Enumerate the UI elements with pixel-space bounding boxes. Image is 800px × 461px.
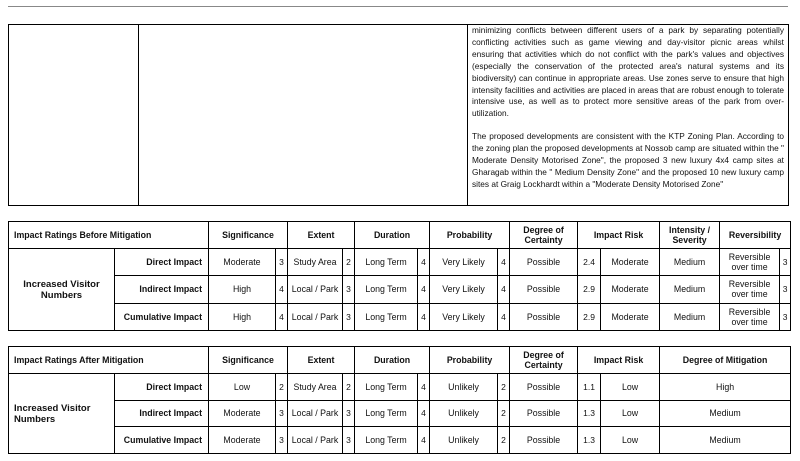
- after-dur-score: 4: [418, 374, 430, 401]
- after-header-duration: Duration: [355, 347, 430, 374]
- after-row-head: Increased Visitor Numbers: [9, 374, 115, 454]
- after-dur: Long Term: [355, 400, 418, 427]
- empty-cell-1: [9, 25, 139, 206]
- after-risk-score: 1.3: [578, 427, 601, 454]
- before-rev: Reversible over time: [720, 249, 780, 276]
- after-ext: Local / Park: [288, 400, 343, 427]
- after-header-mitigation: Degree of Mitigation: [660, 347, 791, 374]
- before-dur: Long Term: [355, 276, 418, 303]
- before-impact-label: Direct Impact: [115, 249, 209, 276]
- after-impact-label: Cumulative Impact: [115, 427, 209, 454]
- zoning-paragraph-2: The proposed developments are consistent with the KTP Zoning Plan. According to the zoning plan the proposed developments at Nossob camp are situated within the " Moderate Density Motorised Zone", the proposed 3 new luxury 4x4 camp sites at Gharagab within the " Medium Density Zone" and the proposed 10 new luxury camp sites at Graig Lockhardt within a "Moderate Density Motorised Zone": [472, 131, 784, 189]
- before-impact-label: Cumulative Impact: [115, 303, 209, 330]
- after-ext: Local / Park: [288, 427, 343, 454]
- after-prob-score: 2: [498, 400, 510, 427]
- before-prob: Very Likely: [430, 249, 498, 276]
- before-sig: High: [209, 276, 276, 303]
- before-rev: Reversible over time: [720, 276, 780, 303]
- before-header-significance: Significance: [209, 222, 288, 249]
- before-risk-score: 2.9: [578, 276, 601, 303]
- after-header-risk: Impact Risk: [578, 347, 660, 374]
- after-header-certainty: Degree of Certainty: [510, 347, 578, 374]
- before-sig-score: 4: [276, 276, 288, 303]
- after-sig-score: 3: [276, 400, 288, 427]
- before-header-extent: Extent: [288, 222, 355, 249]
- after-ext-score: 3: [343, 427, 355, 454]
- after-ext-score: 2: [343, 374, 355, 401]
- after-ext: Study Area: [288, 374, 343, 401]
- before-prob: Very Likely: [430, 303, 498, 330]
- after-sig: Moderate: [209, 400, 276, 427]
- before-intensity: Medium: [660, 276, 720, 303]
- before-sig: Moderate: [209, 249, 276, 276]
- after-title: Impact Ratings After Mitigation: [9, 347, 209, 374]
- before-prob-score: 4: [498, 249, 510, 276]
- zoning-text-cell: [468, 25, 789, 206]
- before-impact-label: Indirect Impact: [115, 276, 209, 303]
- after-ext-score: 3: [343, 400, 355, 427]
- after-cert: Possible: [510, 400, 578, 427]
- after-dur-score: 4: [418, 400, 430, 427]
- before-dur-score: 4: [418, 303, 430, 330]
- before-risk-score: 2.9: [578, 303, 601, 330]
- after-header-significance: Significance: [209, 347, 288, 374]
- before-header-certainty: Degree of Certainty: [510, 222, 578, 249]
- after-risk-score: 1.1: [578, 374, 601, 401]
- top-rule: [8, 6, 788, 7]
- before-prob-score: 4: [498, 303, 510, 330]
- after-risk: Low: [601, 400, 660, 427]
- before-header-duration: Duration: [355, 222, 430, 249]
- before-rev-score: 3: [780, 276, 791, 303]
- before-header-risk: Impact Risk: [578, 222, 660, 249]
- before-risk: Moderate: [601, 249, 660, 276]
- ratings-before-table: [8, 221, 791, 331]
- after-header-probability: Probability: [430, 347, 510, 374]
- ratings-after-table: [8, 346, 791, 454]
- before-intensity: Medium: [660, 303, 720, 330]
- after-prob: Unlikely: [430, 374, 498, 401]
- after-sig-score: 3: [276, 427, 288, 454]
- after-cert: Possible: [510, 374, 578, 401]
- after-dur-score: 4: [418, 427, 430, 454]
- after-header-extent: Extent: [288, 347, 355, 374]
- after-impact-label: Indirect Impact: [115, 400, 209, 427]
- after-risk-score: 1.3: [578, 400, 601, 427]
- before-prob-score: 4: [498, 276, 510, 303]
- after-impact-label: Direct Impact: [115, 374, 209, 401]
- after-prob: Unlikely: [430, 400, 498, 427]
- after-prob: Unlikely: [430, 427, 498, 454]
- before-rev: Reversible over time: [720, 303, 780, 330]
- after-prob-score: 2: [498, 374, 510, 401]
- before-dur: Long Term: [355, 303, 418, 330]
- before-risk: Moderate: [601, 276, 660, 303]
- zoning-paragraph-1: minimizing conflicts between different users of a park by separating potentially conflicting activities such as game viewing and day-visitor picnic areas whilst ensuring that activities which do not conflict with the park's values and objectives (especially the conservation of the protected area's natural systems and its biodiversity) can continue in appropriate areas. Use zones serve to ensure that high intensity facilities and activities are placed in areas that are robust enough to tolerate intensive use, as well as to protect more sensitive areas of the park from over-utilization.: [472, 25, 784, 119]
- before-header-intensity: Intensity / Severity: [660, 222, 720, 249]
- after-mitigation: Medium: [660, 400, 791, 427]
- after-sig-score: 2: [276, 374, 288, 401]
- before-header-probability: Probability: [430, 222, 510, 249]
- before-ext: Study Area: [288, 249, 343, 276]
- before-dur-score: 4: [418, 276, 430, 303]
- before-cert: Possible: [510, 276, 578, 303]
- before-cert: Possible: [510, 303, 578, 330]
- after-prob-score: 2: [498, 427, 510, 454]
- before-row-head: Increased Visitor Numbers: [9, 249, 115, 331]
- before-title: Impact Ratings Before Mitigation: [9, 222, 209, 249]
- after-dur: Long Term: [355, 427, 418, 454]
- before-dur: Long Term: [355, 249, 418, 276]
- before-risk-score: 2.4: [578, 249, 601, 276]
- after-mitigation: Medium: [660, 427, 791, 454]
- after-risk: Low: [601, 374, 660, 401]
- before-dur-score: 4: [418, 249, 430, 276]
- after-mitigation: High: [660, 374, 791, 401]
- after-sig: Moderate: [209, 427, 276, 454]
- before-risk: Moderate: [601, 303, 660, 330]
- after-cert: Possible: [510, 427, 578, 454]
- before-cert: Possible: [510, 249, 578, 276]
- after-dur: Long Term: [355, 374, 418, 401]
- before-intensity: Medium: [660, 249, 720, 276]
- before-prob: Very Likely: [430, 276, 498, 303]
- before-sig-score: 3: [276, 249, 288, 276]
- before-rev-score: 3: [780, 249, 791, 276]
- before-ext-score: 3: [343, 276, 355, 303]
- before-ext: Local / Park: [288, 303, 343, 330]
- after-risk: Low: [601, 427, 660, 454]
- before-header-reversibility: Reversibility: [720, 222, 791, 249]
- before-ext-score: 2: [343, 249, 355, 276]
- before-ext-score: 3: [343, 303, 355, 330]
- before-rev-score: 3: [780, 303, 791, 330]
- after-sig: Low: [209, 374, 276, 401]
- before-ext: Local / Park: [288, 276, 343, 303]
- zoning-text-table: [8, 24, 789, 206]
- empty-cell-2: [139, 25, 468, 206]
- before-sig-score: 4: [276, 303, 288, 330]
- before-sig: High: [209, 303, 276, 330]
